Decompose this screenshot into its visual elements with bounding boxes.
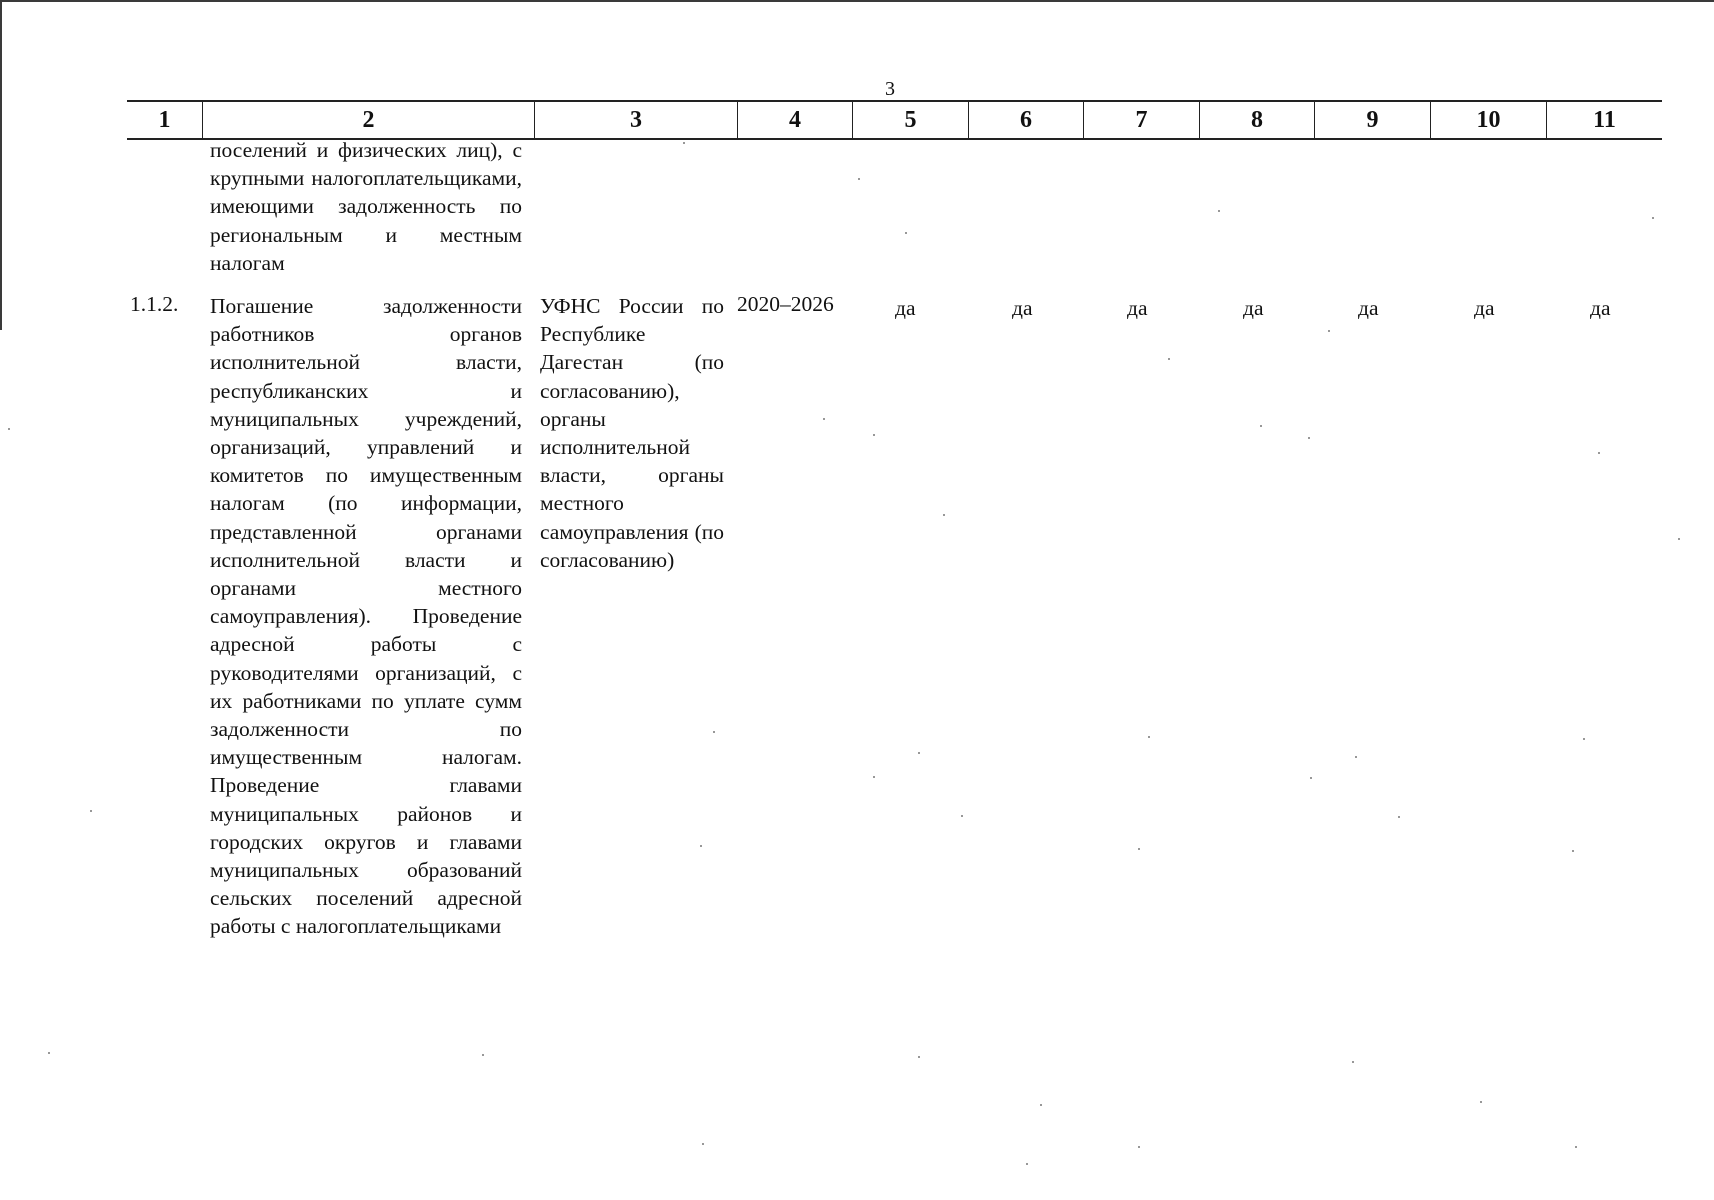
row-description: Погашение задолженности работников органов исполнительной власти, республиканских и муниципальных учреждений, организаций, управлений и комитетов по имущественным налогам (по информации, представленной органами исполнительной власти и органами местного самоуправления). Проведение адресной работы с руководителями организаций, с их работниками по уплате сумм задолженности по имущественным налогам. Проведение главами муниципальных районов и городских округов и главами муниципальных образований сельских поселений адресной работы с налогоплательщиками (210, 294, 522, 939)
scan-speck (1026, 1163, 1028, 1165)
scan-speck (1040, 1104, 1042, 1106)
scan-speck (1148, 736, 1150, 738)
scan-speck (873, 776, 875, 778)
scan-speck (1575, 1146, 1577, 1148)
continued-description: поселений и физических лиц), с крупными налогоплательщиками, имеющими задолженность по региональным и местным налогам (210, 138, 522, 275)
header-col-5: 5 (852, 102, 968, 138)
scan-speck (1138, 848, 1140, 850)
header-col-1: 1 (158, 106, 171, 133)
scan-speck (823, 418, 825, 420)
scan-speck (905, 232, 907, 234)
header-col-7: 7 (1083, 102, 1199, 138)
row-value-col-5: да (895, 296, 916, 320)
scan-speck (683, 142, 685, 144)
scan-speck (1598, 452, 1600, 454)
scan-speck (8, 428, 10, 430)
header-col-8: 8 (1199, 102, 1314, 138)
row-value-col-10: да (1474, 296, 1495, 320)
row-value-col-8: да (1243, 296, 1264, 320)
scan-speck (1398, 816, 1400, 818)
header-col-2: 2 (202, 102, 534, 138)
scan-speck (1480, 1101, 1482, 1103)
scan-speck (1138, 1146, 1140, 1148)
scan-speck (961, 815, 963, 817)
row-period: 2020–2026 (737, 292, 834, 316)
header-col-9: 9 (1314, 102, 1430, 138)
header-col-6: 6 (968, 102, 1083, 138)
scan-speck (1583, 738, 1585, 740)
header-col-4: 4 (737, 102, 852, 138)
scan-speck (1678, 538, 1680, 540)
scan-speck (873, 434, 875, 436)
scan-speck (1352, 1061, 1354, 1063)
scan-speck (918, 1056, 920, 1058)
scan-speck (1260, 425, 1262, 427)
row-executor: УФНС России по Республике Дагестан (по согласованию), органы исполнительной власти, органы местного самоуправления (по согласованию) (540, 294, 724, 572)
scan-speck (48, 1052, 50, 1054)
row-value-col-11: да (1590, 296, 1611, 320)
row-value-col-7: да (1127, 296, 1148, 320)
scan-speck (1572, 850, 1574, 852)
scan-speck (1355, 756, 1357, 758)
row-value-col-6: да (1012, 296, 1033, 320)
table-header-row (127, 100, 1662, 140)
scan-edge-left (0, 0, 2, 330)
header-col-3: 3 (534, 102, 737, 138)
scan-speck (1328, 330, 1330, 332)
scan-speck (1218, 210, 1220, 212)
scan-speck (1308, 437, 1310, 439)
scan-edge-top (0, 0, 1714, 2)
scan-speck (918, 752, 920, 754)
scan-speck (90, 810, 92, 812)
scan-speck (858, 178, 860, 180)
scan-speck (482, 1054, 484, 1056)
scan-speck (1310, 777, 1312, 779)
page-number: 3 (885, 78, 895, 100)
scan-speck (943, 514, 945, 516)
scan-speck (1168, 358, 1170, 360)
header-col-10: 10 (1430, 102, 1546, 138)
row-number: 1.1.2. (130, 292, 179, 316)
scan-speck (1652, 217, 1654, 219)
scan-speck (700, 845, 702, 847)
header-col-11: 11 (1546, 102, 1662, 138)
scan-speck (713, 731, 715, 733)
scan-speck (702, 1143, 704, 1145)
row-value-col-9: да (1358, 296, 1379, 320)
